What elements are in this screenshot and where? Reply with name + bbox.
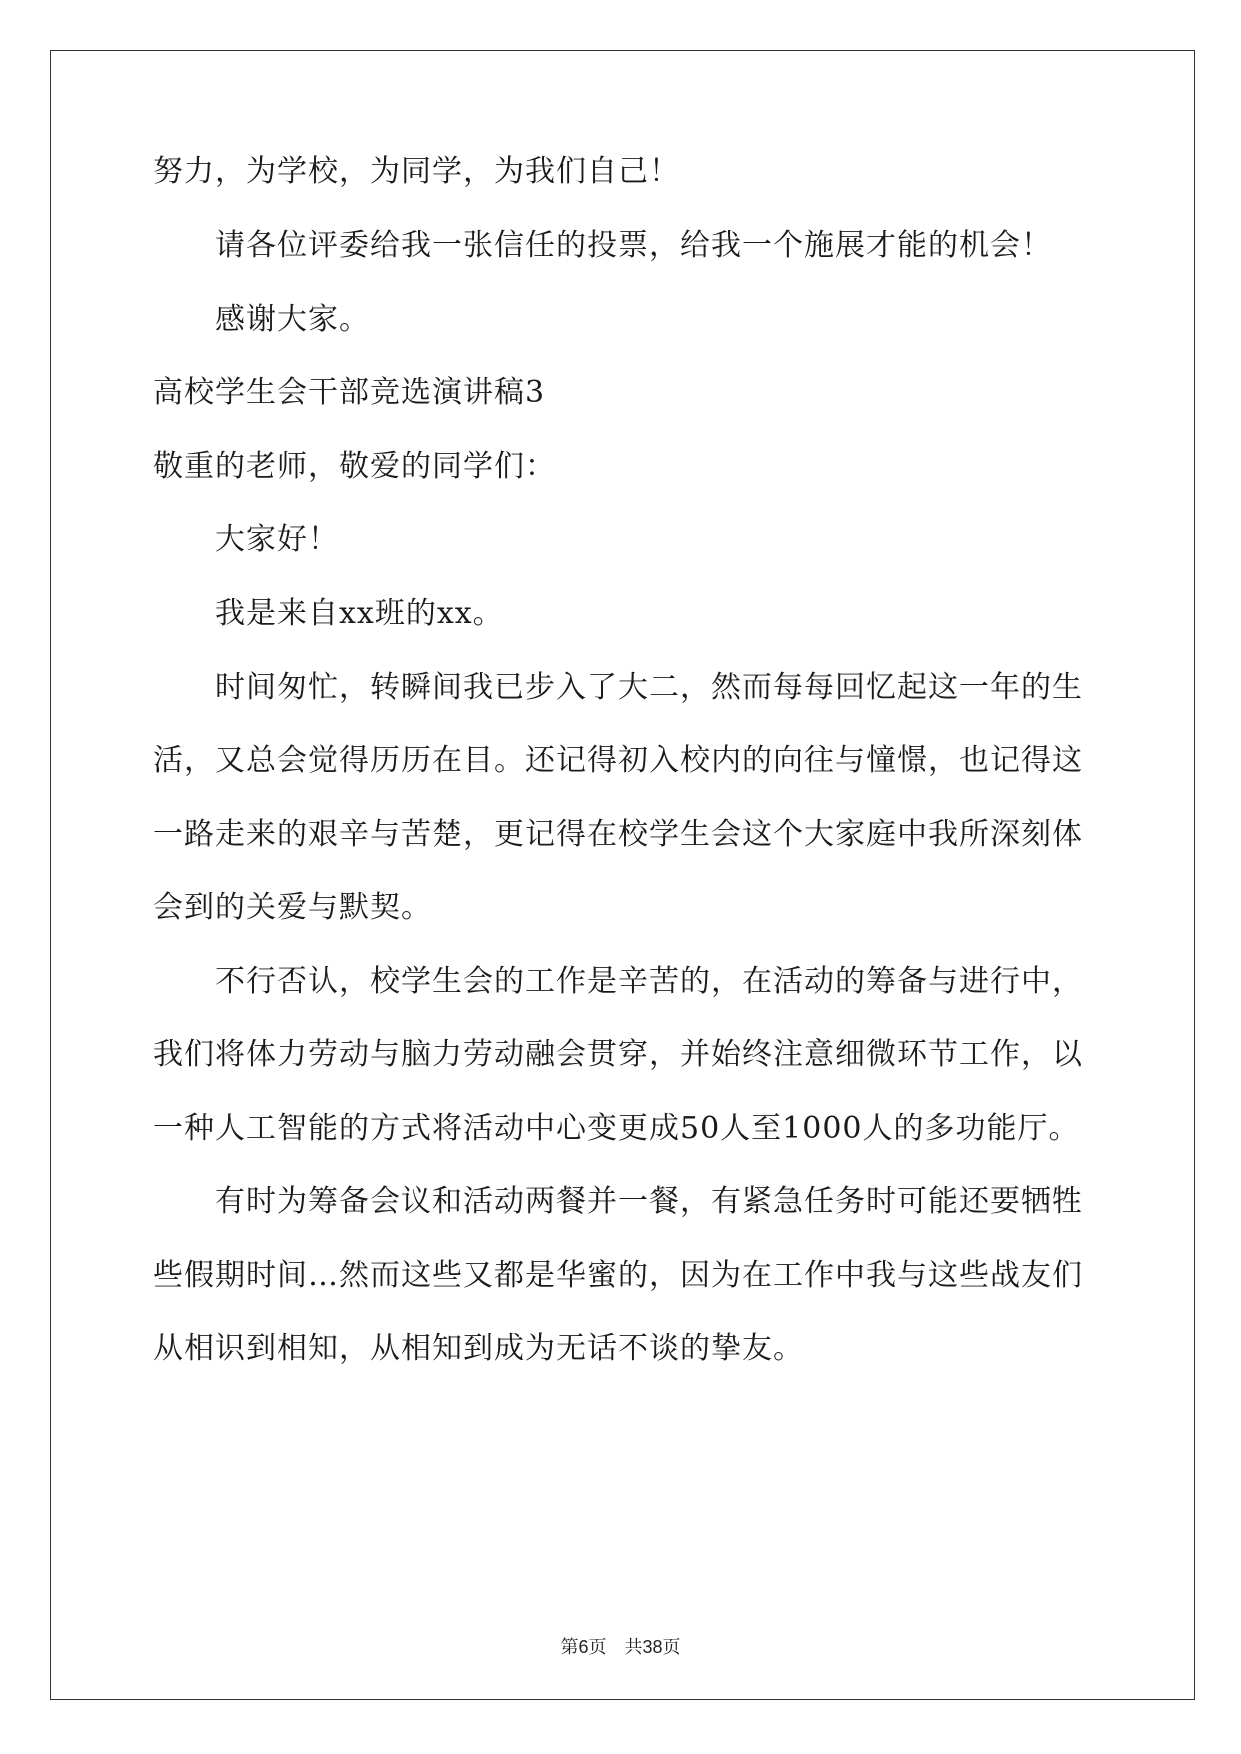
total-pages: 38 [642, 1637, 663, 1657]
text-line: 时间匆忙，转瞬间我已步入了大二，然而每每回忆起这一年的生 [215, 670, 1083, 705]
text-line: 有时为筹备会议和活动两餐并一餐，有紧急任务时可能还要牺牲 [215, 1184, 1083, 1219]
page-label-prefix: 第 [560, 1637, 579, 1658]
text-line: 一种人工智能的方式将活动中心变更成50人至1000人的多功能厅。 [153, 1111, 1080, 1146]
text-line: 不行否认，校学生会的工作是辛苦的，在活动的筹备与进行中， [215, 964, 1083, 999]
text-line: 大家好！ [215, 522, 339, 557]
text-line: 我们将体力劳动与脑力劳动融会贯穿，并始终注意细微环节工作，以 [153, 1037, 1083, 1072]
page-number: 6 [578, 1637, 589, 1657]
total-label-suffix: 页 [662, 1637, 681, 1658]
text-line: 些假期时间…然而这些又都是华蜜的，因为在工作中我与这些战友们 [153, 1258, 1083, 1293]
text-line: 活，又总会觉得历历在目。还记得初入校内的向往与憧憬，也记得这 [153, 743, 1083, 778]
text-line: 我是来自xx班的xx。 [215, 596, 504, 631]
text-line: 会到的关爱与默契。 [153, 890, 432, 925]
text-line: 从相识到相知，从相知到成为无话不谈的挚友。 [153, 1331, 804, 1366]
page-border [50, 50, 1195, 1700]
page-footer [0, 1635, 1241, 1660]
text-line: 请各位评委给我一张信任的投票，给我一个施展才能的机会！ [215, 228, 1052, 263]
section-title: 高校学生会干部竞选演讲稿3 [153, 375, 546, 410]
total-label-prefix: 共 [624, 1637, 643, 1658]
text-line: 感谢大家。 [215, 302, 370, 337]
text-line: 努力，为学校，为同学，为我们自己！ [153, 154, 680, 189]
salutation: 敬重的老师，敬爱的同学们： [153, 449, 556, 484]
text-line: 一路走来的艰辛与苦楚，更记得在校学生会这个大家庭中我所深刻体 [153, 817, 1083, 852]
page-label-suffix: 页 [588, 1637, 607, 1658]
